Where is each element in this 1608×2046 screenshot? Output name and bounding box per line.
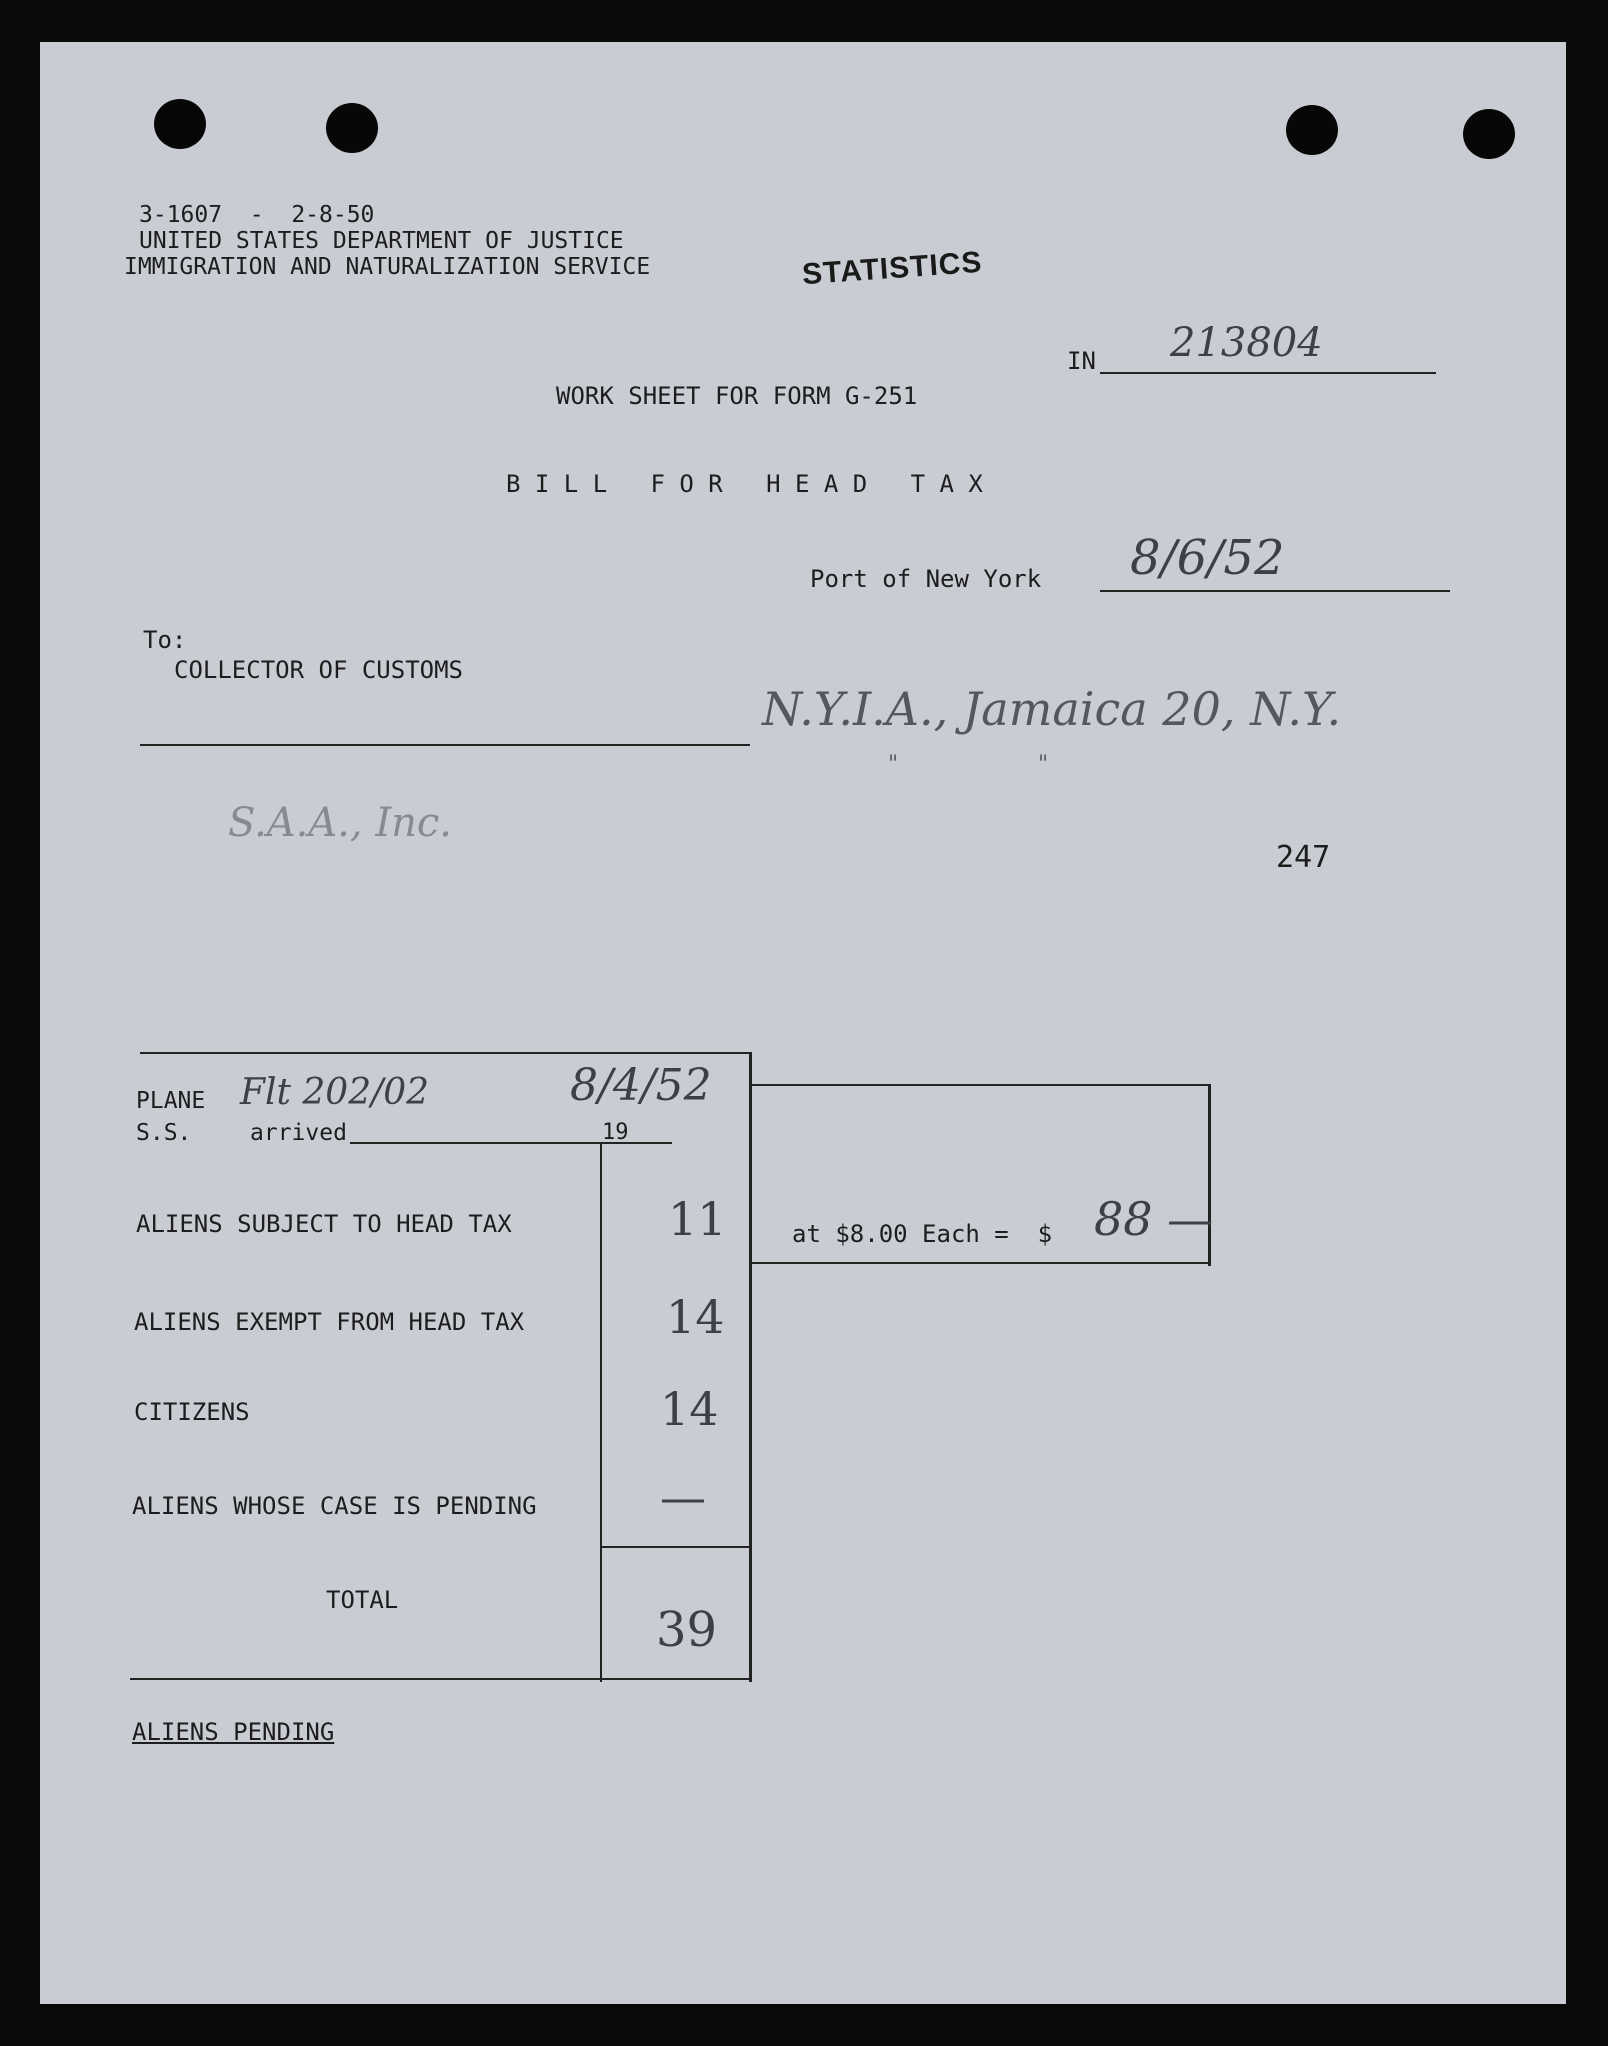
statistics-stamp: STATISTICS bbox=[801, 245, 984, 292]
tax-rate-label: at $8.00 Each = $ bbox=[792, 1220, 1053, 1248]
airline-company: S.A.A., Inc. bbox=[228, 800, 453, 846]
tax-box-top bbox=[752, 1084, 1210, 1086]
port-date: 8/6/52 bbox=[1130, 530, 1285, 586]
total-divider bbox=[602, 1546, 752, 1548]
row-value-subject: 11 bbox=[668, 1192, 727, 1246]
punch-hole-1 bbox=[154, 99, 206, 149]
row-label-exempt: ALIENS EXEMPT FROM HEAD TAX bbox=[134, 1308, 525, 1336]
service-line: IMMIGRATION AND NATURALIZATION SERVICE bbox=[124, 254, 651, 280]
table-right-border bbox=[749, 1052, 752, 1682]
table-top-border bbox=[140, 1052, 752, 1054]
collector-label: COLLECTOR OF CUSTOMS bbox=[174, 656, 463, 684]
collector-underline bbox=[140, 744, 750, 746]
form-title: WORK SHEET FOR FORM G-251 bbox=[556, 382, 918, 410]
flight-number: Flt 202/02 bbox=[240, 1072, 430, 1113]
row-label-subject: ALIENS SUBJECT TO HEAD TAX bbox=[136, 1210, 512, 1238]
document-page bbox=[40, 42, 1566, 2004]
row-value-exempt: 14 bbox=[666, 1290, 725, 1344]
value-column-left-border bbox=[600, 1142, 602, 1682]
row-label-pending: ALIENS WHOSE CASE IS PENDING bbox=[132, 1492, 537, 1520]
row-value-pending: — bbox=[660, 1470, 706, 1524]
table-bottom-border bbox=[130, 1678, 752, 1680]
port-underline bbox=[1100, 590, 1450, 592]
bill-title: B I L L F O R H E A D T A X bbox=[506, 470, 983, 498]
row-value-citizens: 14 bbox=[660, 1382, 719, 1436]
reference-number: 247 bbox=[1276, 840, 1331, 875]
row-label-citizens: CITIZENS bbox=[134, 1398, 250, 1426]
arrived-label: arrived bbox=[250, 1120, 347, 1146]
total-label: TOTAL bbox=[326, 1586, 399, 1614]
ditto-marks: " " bbox=[888, 752, 1049, 777]
total-value: 39 bbox=[656, 1602, 718, 1658]
tax-box-bottom bbox=[752, 1262, 1211, 1264]
port-label: Port of New York bbox=[810, 565, 1042, 593]
punch-hole-3 bbox=[1286, 105, 1338, 155]
in-underline bbox=[1100, 372, 1436, 374]
year-prefix: 19 bbox=[602, 1120, 629, 1145]
tax-amount: 88 — bbox=[1094, 1192, 1214, 1246]
to-label: To: bbox=[143, 626, 187, 654]
department-line: UNITED STATES DEPARTMENT OF JUSTICE bbox=[139, 228, 624, 254]
plane-label: PLANE bbox=[136, 1088, 206, 1114]
arrival-date: 8/4/52 bbox=[570, 1060, 712, 1111]
aliens-pending-heading: ALIENS PENDING bbox=[132, 1718, 335, 1746]
airport-location: N.Y.I.A., Jamaica 20, N.Y. bbox=[762, 682, 1342, 736]
form-code: 3-1607 - 2-8-50 bbox=[139, 202, 375, 228]
ss-label: S.S. bbox=[136, 1120, 192, 1146]
punch-hole-2 bbox=[326, 103, 378, 153]
in-label: IN bbox=[1067, 347, 1096, 375]
in-number: 213804 bbox=[1170, 320, 1323, 366]
punch-hole-4 bbox=[1463, 109, 1515, 159]
